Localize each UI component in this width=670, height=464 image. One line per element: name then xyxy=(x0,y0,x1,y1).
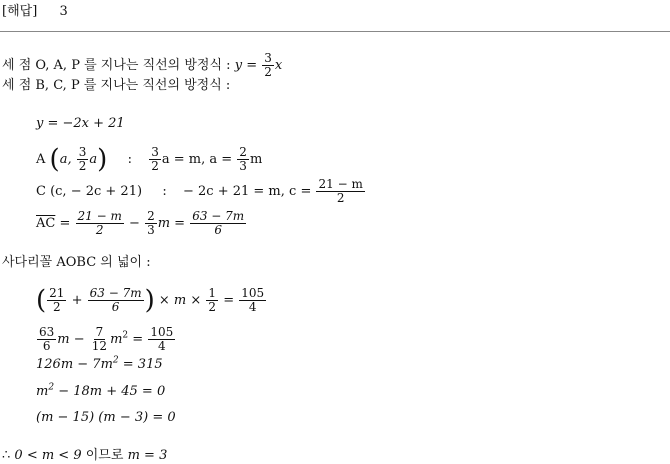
answer-value: 3 xyxy=(59,4,68,19)
area-eq-2: $\frac{63}{6}$ m − $\frac{7}{12}$ $m^2$ = $\frac{105}{4}$ xyxy=(39,325,174,353)
fraction: $\frac{105}{4}$ xyxy=(241,286,265,314)
fraction: $\frac{21}{2}$ xyxy=(49,286,65,314)
line-oap-text: 세 점 O, A, P 를 지나는 직선의 방정식 : xyxy=(2,58,231,73)
therefore-symbol: ∴ xyxy=(2,448,11,463)
fraction: $\frac{3}{2}$ xyxy=(78,145,87,173)
area-eq-3: $126m - 7m^2 = 315$ xyxy=(36,355,163,372)
fraction: $\frac{2}{3}$ xyxy=(147,209,155,237)
line-bcp-text: 세 점 B, C, P 를 지나는 직선의 방정식 : xyxy=(2,78,231,93)
fraction: $\frac{63 - 7m}{6}$ xyxy=(89,286,142,314)
area-eq-4: $m^2 - 18m + 45 = 0$ xyxy=(36,382,166,399)
answer-header xyxy=(2,4,68,20)
fraction: $\frac{2}{3}$ xyxy=(239,145,247,173)
eq-point-c: C (c, − 2c + 21) : − 2c + 21 = m, c = $\frac{21 - m}{2}$ xyxy=(36,177,363,205)
line-oap xyxy=(2,52,282,79)
fraction: $\frac{105}{4}$ xyxy=(150,325,174,353)
line-bcp xyxy=(2,78,230,94)
line-oap-lhs: y = xyxy=(234,58,258,73)
fraction: $\frac{21 - m}{2}$ xyxy=(77,209,122,237)
area-title: 사다리꼴 AOBC 의 넓이 : xyxy=(2,255,151,270)
fraction: $\frac{1}{2}$ xyxy=(208,286,217,314)
area-eq-5: (m − 15) (m − 3) = 0 xyxy=(36,410,176,425)
fraction: $\frac{21 - m}{2}$ xyxy=(318,177,363,205)
fraction: $\frac{7}{12}$ xyxy=(91,325,108,353)
conclusion: ∴ 0 < m < 9 이므로 m = 3 xyxy=(2,448,168,463)
fraction: $\frac{63 - 7m}{6}$ xyxy=(192,209,245,237)
eq-point-a: A (a, $\frac{3}{2}$ a) : $\frac{3}{2}$ a = m, a = $\frac{2}{3}$ m xyxy=(36,144,263,175)
eq-line-bc: y = −2x + 21 xyxy=(36,116,125,131)
fraction: $\frac{63}{6}$ xyxy=(39,325,55,353)
header-divider xyxy=(0,31,670,32)
area-eq-1: ( $\frac{21}{2}$ + $\frac{63 - 7m}{6}$ ) × m × $\frac{1}{2}$ = $\frac{105}{4}$ xyxy=(36,285,265,316)
line-oap-var: x xyxy=(274,58,283,73)
fraction: $\frac{3}{2}$ xyxy=(151,145,159,173)
eq-length-ac: $\overline{AC}$ = $\frac{21 - m}{2}$ − $\frac{2}{3}$ m = $\frac{63 - 7m}{6}$ xyxy=(36,209,245,237)
fraction: $\frac{3}{2}$ xyxy=(264,51,272,79)
answer-label: [해답] xyxy=(2,4,38,19)
